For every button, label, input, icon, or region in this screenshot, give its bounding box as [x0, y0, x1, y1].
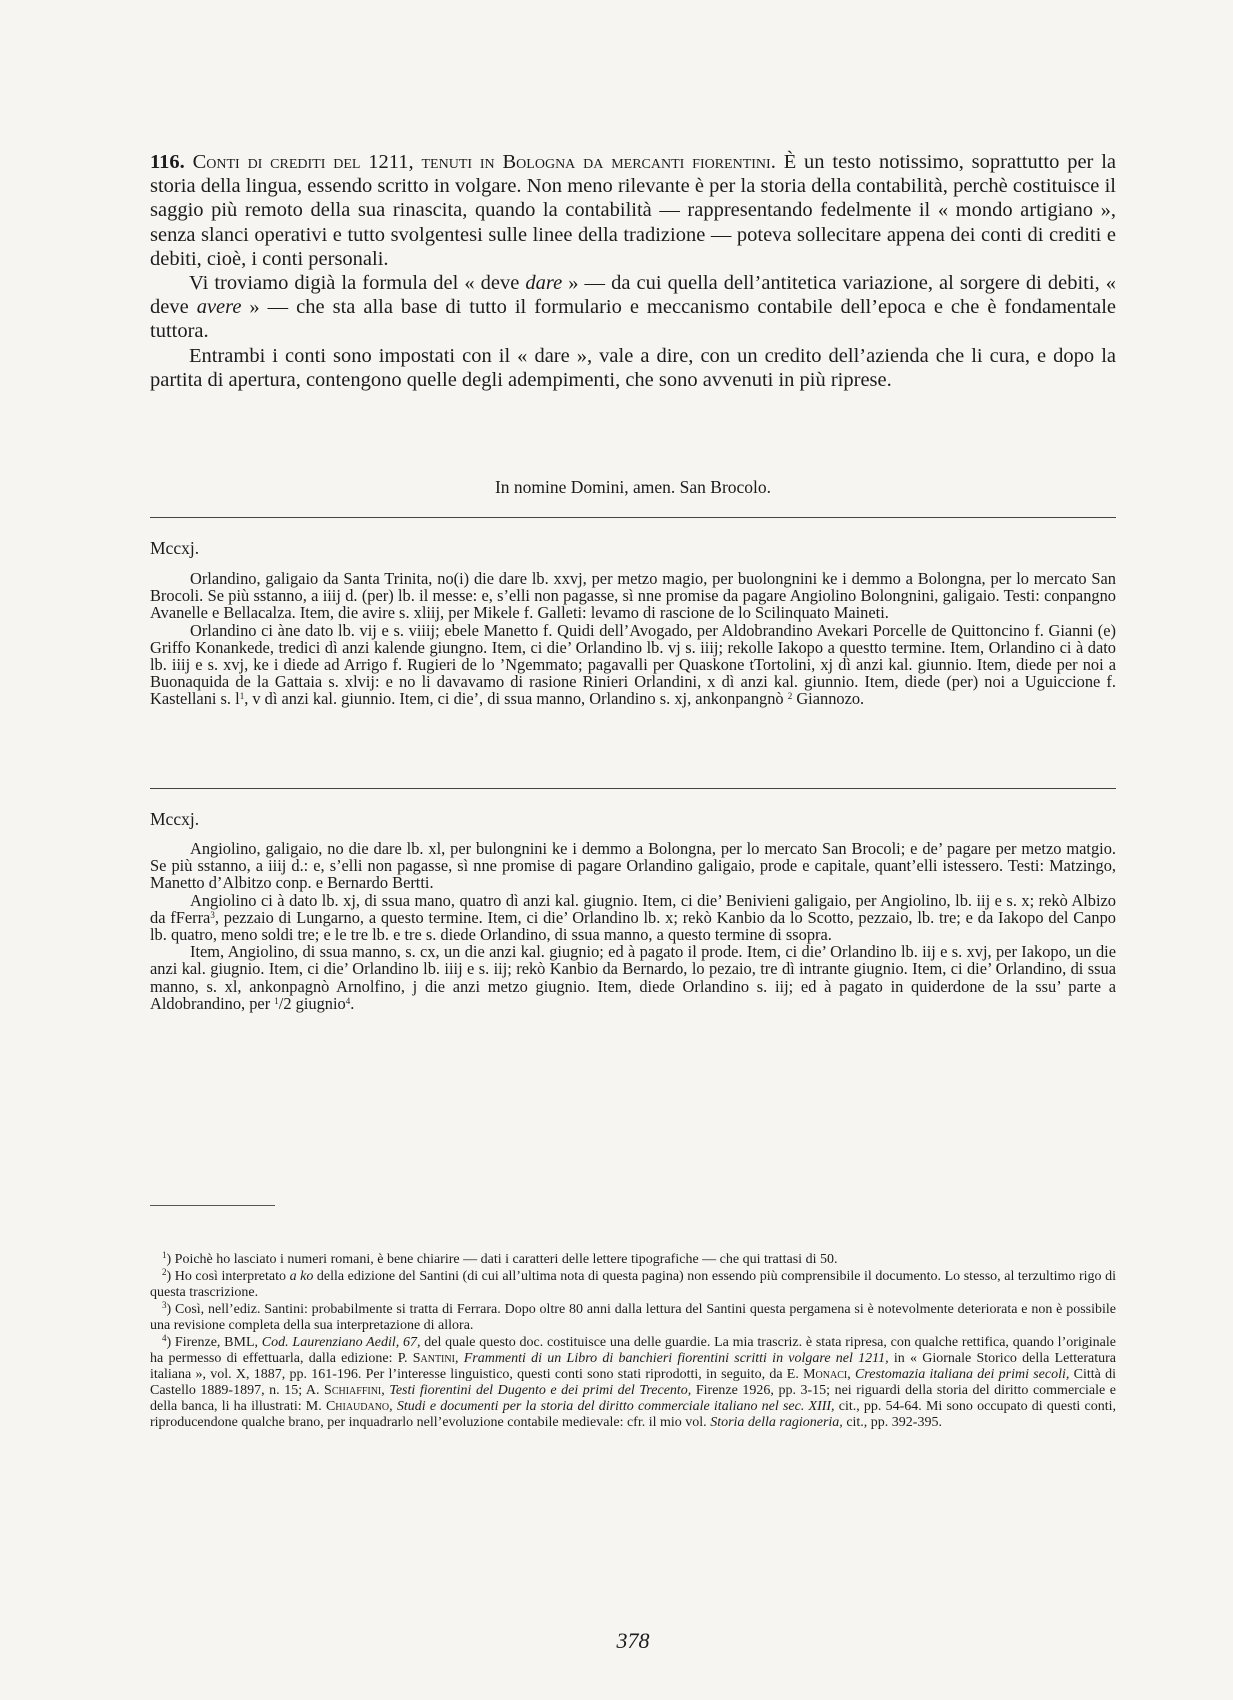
record-2-paragraph-2: Angiolino ci à dato lb. xj, di ssua mano, quatro dì anzi kal. giugnio. Item, ci die’ Benivieni galigaio, per Angiolino, lb. iij e s. x; rekò Albizo da fFerra$^3$, pezzaio di Lungarno, a questo termine. Item, ci die’ Orlandino lb. x; rekò Kanbio da lo Scotto, pezzaio, lb. tre; e da Iakopo del Canpo lb. quatro, meno soldi tre; e le tre lb. e tre s. diede Orlandino, di ssua manno, a questo termine di ssopra. — [150, 890, 1117, 945]
footnote-ref-3: 3 — [210, 909, 215, 920]
footnote-ref-4: 4 — [345, 995, 351, 1006]
record-1-year: Mccxj. — [150, 538, 200, 558]
footnote-3: $^3$) Così, nell’ediz. Santini: probabilmente si tratta di Ferrara. Dopo oltre 80 anni dalla lettura del Santini questa pergamena si è notevolmente deteriorata e non è possibile una revisione completa della sua interpretazione di allora. — [150, 1300, 1116, 1333]
divider-middle — [150, 788, 1116, 789]
footnote-ref-1: 1 — [239, 691, 245, 702]
intro-text-1: È un testo notissimo, soprattutto per la storia della lingua, essendo scritto in volgare. Non meno rilevante è per la storia della contabilità, perchè costituisce il saggio più remoto della sua rinascita, quando la contabilità — rappresentando fedelmente il « mondo artigiano », senza slanci operativi e tutto svolgentesi sulle linee della tradizione — poteva sollecitare appena dei conti di crediti e debiti, cioè, i conti personali. — [150, 151, 1117, 270]
record-1-paragraph-1: Orlandino, galigaio da Santa Trinita, no(i) die dare lb. xxvj, per metzo magio, per buolongnini ke i demmo a Bolongna, per lo mercato San Brocoli. Se più sstanno, a iiij d. (per) lb. il messe: e, s’elli non pagasse, sì nne promise da pagare Angiolino Bolongnini, galigaio. Testi: conpangno Avanelle e Bellacalza. Item, die avire s. xliij, per Mikele f. Galleti: levamo di rascione de lo Scilinquato Maineti. — [150, 569, 1116, 623]
intro-section — [150, 150, 1116, 392]
record-2-paragraph-1: Angiolino, galigaio, no die dare lb. xl, per bulongnini ke i demmo a Bolongna, per lo mercato San Brocoli; e de’ pagare per metzo matgio. Se più sstanno, a iiij d.: e, s’elli non pagasse, sì nne promise di pagare Orlandino galigaio, prode e capitale, quant’elli istessero. Testi: Matzingo, Manetto d’Albitzo conp. e Bernardo Bertti. — [150, 839, 1116, 893]
intro-paragraph-2: Vi troviamo digià la formula del « deve dare » — da cui quella dell’antitetica variazione, al sorgere di debiti, « deve avere » — che sta alla base di tutto il formulario e meccanismo contabile dell’epoca e che è fondamentale tuttora. — [150, 272, 1117, 343]
footnote-separator — [150, 1205, 275, 1206]
footnote-ref-2: 2 — [787, 691, 793, 702]
entry-title: Conti di crediti del 1211, tenuti in Bologna da mercanti fiorentini. — [192, 151, 776, 173]
record-1-paragraph-2: Orlandino ci àne dato lb. vij e s. viiij; ebele Manetto f. Quidi dell’Avogado, per Aldobrandino Avekari Porcelle de Quittoncino f. Gianni (e) Griffo Konankede, tredici dì anzi kalende giungno. Item, ci die’ Orlandino lb. vj s. iiij; rekolle Iakopo a questto termine. Item, Orlandino ci à dato lb. iiij e s. xvj, ke i diede ad Arrigo f. Rugieri de lo ’Ngemmato; pagavalli per Quaskone tTortolini, xj dì anzi kal. giunnio. Item, diede per noi a Buonaquida de la Gattaia s. xlvij: e no li davavamo di rasione Rinieri Orlandini, x dì anzi kal. giunnio. Item, diede (per) noi a Uguiccione f. Kastellani s. $l^1$, v dì anzi kal. giunnio. Item, ci die’, di ssua manno, Orlandino s. xj, ankonpangnò $^2$ Giannozo. — [150, 620, 1116, 709]
record-2-year: Mccxj. — [150, 809, 200, 829]
invocation-heading: In nomine Domini, amen. San Brocolo. — [494, 477, 772, 497]
record-2 — [150, 840, 1116, 1012]
footnote-1: $^1$) Poichè ho lasciato i numeri romani, è bene chiarire — dati i caratteri delle lettere tipografiche — che qui trattasi di 50. — [162, 1250, 838, 1267]
record-1 — [150, 570, 1116, 708]
divider-top — [150, 517, 1116, 518]
intro-paragraph-1 — [150, 150, 1116, 271]
page-number: 378 — [616, 1628, 650, 1653]
footnote-2: $^2$) Ho così interpretato a ko della edizione del Santini (di cui all’ultima nota di questa pagina) non essendo più comprensibile il documento. Lo stesso, al terzultimo rigo di questa trascrizione. — [150, 1267, 1116, 1300]
footnotes — [150, 1252, 1116, 1432]
intro-paragraph-3: Entrambi i conti sono impostati con il « dare », vale a dire, con un credito dell’azienda che li cura, e dopo la partita di apertura, contengono quelle degli adempimenti, che sono avvenuti in più riprese. — [150, 344, 1116, 391]
footnote-4: $^4$) Firenze, BML, Cod. Laurenziano Aedil, 67, del quale questo doc. costituisce una delle guardie. La mia trascriz. è stata ripresa, con qualche rettifica, quando l’originale ha permesso di effettuarla, dalla edizione: P. Santini, Frammenti di un Libro di banchieri fiorentini scritti in volgare nel 1211, in « Giornale Storico della Letteratura italiana », vol. X, 1887, pp. 161-196. Per l’interesse linguistico, questi conti sono stati riprodotti, in seguito, da E. Monaci, Crestomazia italiana dei primi secoli, Città di Castello 1889-1897, n. 15; A. Schiaffini, Testi fiorentini del Dugento e dei primi del Trecento, Firenze 1926, pp. 3-15; nei riguardi della storia del diritto commerciale e della banca, li ha illustrati: M. Chiaudano, Studi e documenti per la storia del diritto commerciale italiano nel sec. XIII, cit., pp. 54-64. Mi sono occupato di questi conti, riproducendone qualche brano, per inquadrarlo nell’evoluzione contabile medievale: cfr. il mio vol. Storia della ragioneria, cit., pp. 392-395. — [150, 1333, 1117, 1430]
entry-number: 116. — [150, 151, 185, 173]
record-2-paragraph-3: Item, Angiolino, di ssua manno, s. cx, un die anzi kal. giugnio; ed à pagato il prode. Item, ci die’ Orlandino lb. iij e s. xvj, per Iakopo, un die anzi kal. giugnio. Item, ci die’ Orlandino lb. iiij e s. iij; rekò Kanbio da Bernardo, lo pezaio, tre dì intrante giugnio. Item, ci die’ Orlandino, di ssua manno, s. xl, ankonpagnò Arnolfino, j die anzi metzo giugnio. Item, diede Orlandino s. iij; ed à pagato in quiderdone de la ssu’ parte a Aldobrandino, per $^1$/2 giugnio$^4$. — [150, 942, 1116, 1013]
